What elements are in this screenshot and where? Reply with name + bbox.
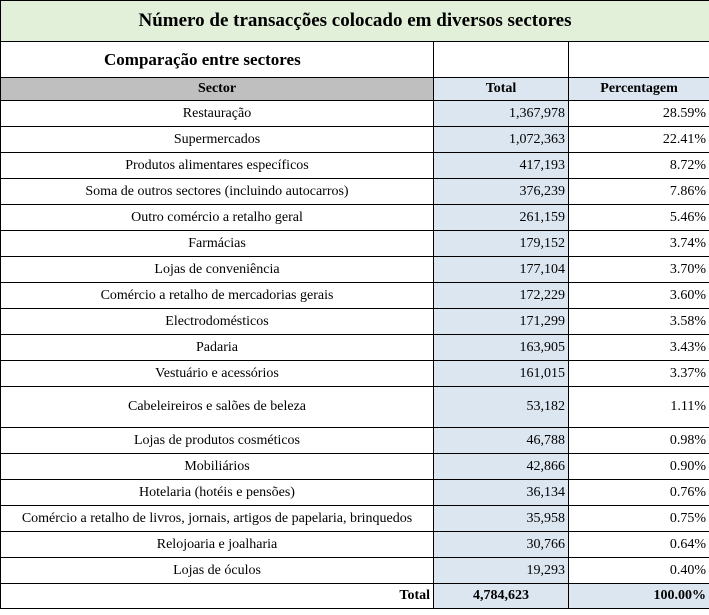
total-cell: 1,367,978 [434, 101, 569, 127]
percent-cell: 3.60% [569, 283, 709, 309]
total-cell: 1,072,363 [434, 127, 569, 153]
sector-cell: Lojas de produtos cosméticos [1, 428, 434, 454]
table-row [1, 127, 709, 153]
percent-cell: 3.70% [569, 257, 709, 283]
table-row [1, 179, 709, 205]
header-row [1, 78, 709, 101]
table-row [1, 532, 709, 558]
header-total: Total [434, 78, 569, 101]
total-cell: 417,193 [434, 153, 569, 179]
total-cell: 36,134 [434, 480, 569, 506]
table-row [1, 335, 709, 361]
sector-cell: Cabeleireiros e salões de beleza [1, 387, 434, 428]
percent-cell: 7.86% [569, 179, 709, 205]
total-cell: 376,239 [434, 179, 569, 205]
percent-cell: 0.98% [569, 428, 709, 454]
percent-cell: 22.41% [569, 127, 709, 153]
sector-cell: Produtos alimentares específicos [1, 153, 434, 179]
percent-cell: 3.43% [569, 335, 709, 361]
table-row [1, 205, 709, 231]
table-row [1, 231, 709, 257]
total-label: Total [1, 584, 434, 609]
total-cell: 179,152 [434, 231, 569, 257]
percent-cell: 0.40% [569, 558, 709, 584]
percent-cell: 3.58% [569, 309, 709, 335]
sector-cell: Vestuário e acessórios [1, 361, 434, 387]
total-cell: 35,958 [434, 506, 569, 532]
sector-cell: Padaria [1, 335, 434, 361]
percent-cell: 0.90% [569, 454, 709, 480]
total-cell: 261,159 [434, 205, 569, 231]
percent-cell: 0.76% [569, 480, 709, 506]
percent-cell: 0.75% [569, 506, 709, 532]
header-percent: Percentagem [569, 78, 709, 101]
sector-cell: Hotelaria (hotéis e pensões) [1, 480, 434, 506]
table-row [1, 454, 709, 480]
total-cell: 30,766 [434, 532, 569, 558]
total-cell: 19,293 [434, 558, 569, 584]
table-row [1, 257, 709, 283]
sector-cell: Outro comércio a retalho geral [1, 205, 434, 231]
table-row [1, 153, 709, 179]
percent-cell: 8.72% [569, 153, 709, 179]
total-cell: 163,905 [434, 335, 569, 361]
empty-cell [434, 42, 569, 78]
sector-cell: Restauração [1, 101, 434, 127]
sector-cell: Comércio a retalho de livros, jornais, artigos de papelaria, brinquedos [1, 506, 434, 532]
total-cell: 177,104 [434, 257, 569, 283]
table-row [1, 480, 709, 506]
sector-cell: Lojas de conveniência [1, 257, 434, 283]
sector-cell: Supermercados [1, 127, 434, 153]
grand-total-cell: 4,784,623 [434, 584, 569, 609]
table-row [1, 361, 709, 387]
total-cell: 171,299 [434, 309, 569, 335]
percent-cell: 3.74% [569, 231, 709, 257]
sector-cell: Relojoaria e joalharia [1, 532, 434, 558]
total-cell: 172,229 [434, 283, 569, 309]
total-row [1, 584, 709, 609]
sector-cell: Soma de outros sectores (incluindo autocarros) [1, 179, 434, 205]
sector-cell: Mobiliários [1, 454, 434, 480]
sector-cell: Lojas de óculos [1, 558, 434, 584]
table-row [1, 506, 709, 532]
total-cell: 42,866 [434, 454, 569, 480]
empty-cell [569, 42, 709, 78]
grand-percent-cell: 100.00% [569, 584, 709, 609]
table-subtitle: Comparação entre sectores [1, 42, 434, 78]
table-row [1, 101, 709, 127]
percent-cell: 28.59% [569, 101, 709, 127]
sector-cell: Comércio a retalho de mercadorias gerais [1, 283, 434, 309]
sector-cell: Farmácias [1, 231, 434, 257]
total-cell: 46,788 [434, 428, 569, 454]
header-sector: Sector [1, 78, 434, 101]
percent-cell: 1.11% [569, 387, 709, 428]
table-row [1, 283, 709, 309]
total-cell: 161,015 [434, 361, 569, 387]
sector-cell: Electrodomésticos [1, 309, 434, 335]
total-cell: 53,182 [434, 387, 569, 428]
percent-cell: 3.37% [569, 361, 709, 387]
percent-cell: 0.64% [569, 532, 709, 558]
table-row [1, 558, 709, 584]
table-row [1, 428, 709, 454]
table-row [1, 387, 709, 428]
percent-cell: 5.46% [569, 205, 709, 231]
table-title: Número de transacções colocado em diversos sectores [1, 1, 709, 42]
table-row [1, 309, 709, 335]
